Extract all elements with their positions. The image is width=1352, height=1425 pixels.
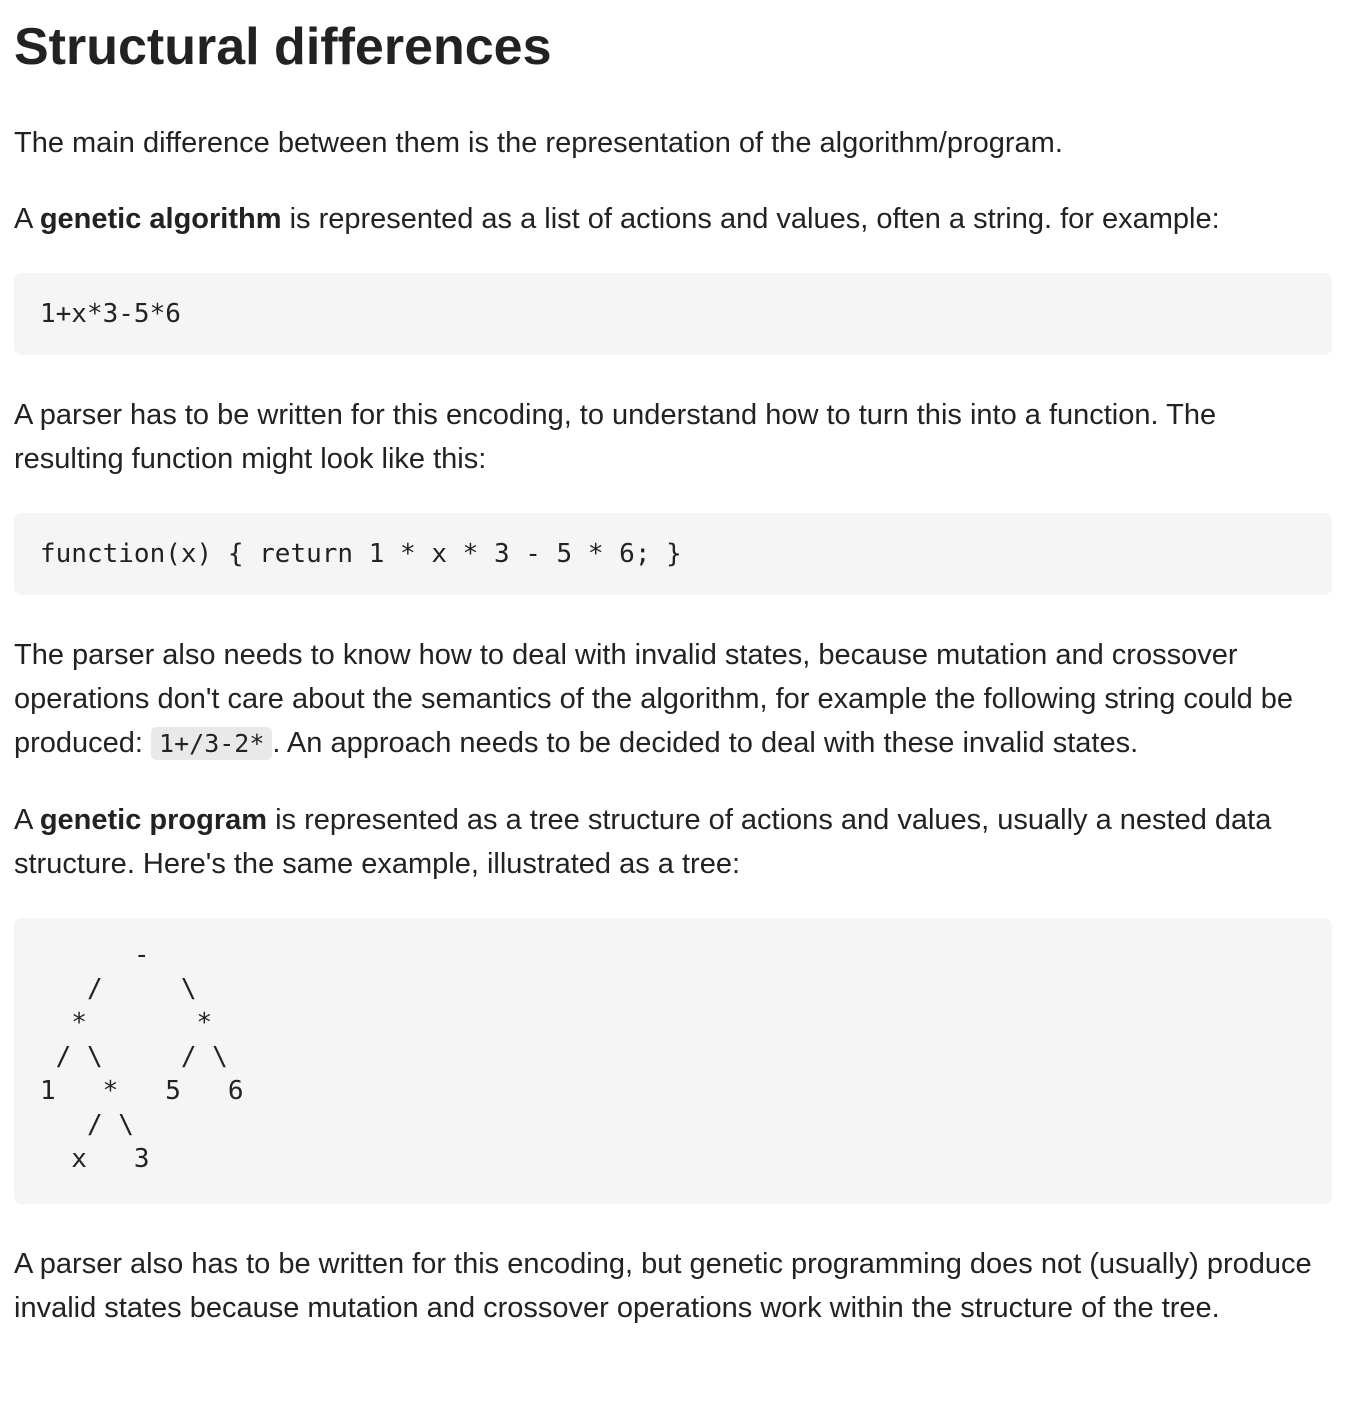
code-block-function: function(x) { return 1 * x * 3 - 5 * 6; }	[14, 513, 1332, 595]
genetic-program-paragraph	[14, 798, 1332, 886]
invalid-states-prefix: The parser also needs to know how to deal with invalid states, because mutation and crossover operations don't care about the semantics of the algorithm, for example the following string could be produced:	[14, 639, 1294, 759]
genetic-algorithm-paragraph	[14, 197, 1332, 241]
intro-paragraph: The main difference between them is the representation of the algorithm/program.	[14, 127, 1063, 159]
gp-prefix: A	[14, 804, 40, 836]
page-title: Structural differences	[14, 18, 552, 76]
parser-paragraph: A parser has to be written for this encoding, to understand how to turn this into a function. The resulting function might look like this:	[14, 399, 1217, 475]
code-block-tree: - / \ * * / \ / \ 1 * 5 6 / \ x 3	[14, 918, 1332, 1204]
inline-code-invalid-string: 1+/3-2*	[151, 727, 272, 760]
gp-term: genetic program	[39, 804, 268, 836]
code-block-ga-string: 1+x*3-5*6	[14, 273, 1332, 355]
ga-term: genetic algorithm	[39, 203, 282, 235]
invalid-states-suffix: . An approach needs to be decided to deal with these invalid states.	[272, 727, 1139, 759]
tree-parser-paragraph: A parser also has to be written for this encoding, but genetic programming does not (usually) produce invalid states because mutation and crossover operations work within the structure of the tree.	[14, 1248, 1312, 1324]
ga-prefix: A	[14, 203, 40, 235]
gp-suffix: is represented as a tree structure of actions and values, usually a nested data structure. Here's the same example, illustrated as a tree:	[14, 804, 1272, 880]
invalid-states-paragraph	[14, 633, 1332, 766]
ga-suffix: is represented as a list of actions and values, often a string. for example:	[281, 203, 1220, 235]
article	[0, 17, 1352, 1330]
